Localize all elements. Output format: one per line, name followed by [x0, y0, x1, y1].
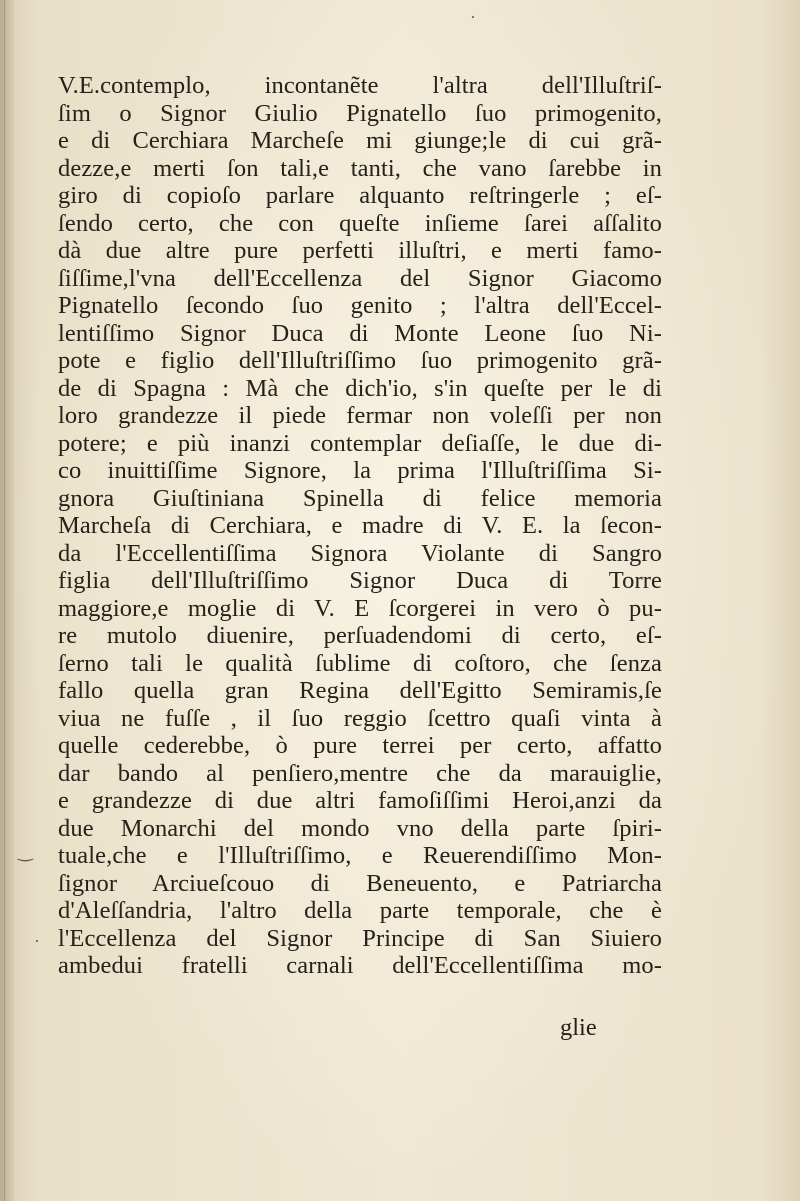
text-line: lentiſſimo Signor Duca di Monte Leone ſuo Ni- — [58, 319, 662, 347]
text-line: dezze,e merti ſon tali,e tanti, che vano ſarebbe in — [58, 154, 662, 182]
text-line: pote e figlio dell'Illuſtriſſimo ſuo primogenito grã- — [58, 347, 662, 374]
text-line: fallo quella gran Regina dell'Egitto Semiramis,ſe — [58, 677, 662, 704]
text-line: quelle cederebbe, ò pure terrei per certo, affatto — [58, 732, 662, 759]
text-line: due Monarchi del mondo vno della parte ſpiri- — [58, 814, 662, 842]
body-text — [58, 72, 662, 980]
margin-ink-dot: · — [34, 931, 40, 951]
catchword: glie — [560, 1014, 597, 1041]
text-line: figlia dell'Illuſtriſſimo Signor Duca di Torre — [58, 567, 662, 594]
text-line: d'Aleſſandria, l'altro della parte temporale, che è — [58, 897, 662, 924]
text-line: ſerno tali le qualità ſublime di coſtoro, che ſenza — [58, 649, 662, 677]
text-line: dar bando al penſiero,mentre che da marauiglie, — [58, 759, 662, 787]
text-line: dà due altre pure perfetti illuſtri, e merti famo- — [58, 237, 662, 264]
text-line: V.E.contemplo, incontanẽte l'altra dell'Illuſtriſ- — [58, 72, 662, 99]
text-line: co inuittiſſime Signore, la prima l'Illuſtriſſima Si- — [58, 457, 662, 484]
text-line: tuale,che e l'Illuſtriſſimo, e Reuerendiſſimo Mon- — [58, 842, 662, 869]
text-line: ſendo certo, che con queſte inſieme ſarei aſſalito — [58, 209, 662, 237]
text-line: ambedui fratelli carnali dell'Eccellentiſſima mo- — [58, 952, 662, 979]
binding-edge — [4, 0, 5, 1201]
margin-pencil-mark: ‿ — [18, 841, 33, 861]
text-line: ſignor Arciueſcouo di Beneuento, e Patriarcha — [58, 869, 662, 897]
text-line: ſiſſime,l'vna dell'Eccellenza del Signor Giacomo — [58, 264, 662, 292]
text-line: ſim o Signor Giulio Pignatello ſuo primogenito, — [58, 99, 662, 127]
text-line: gnora Giuſtiniana Spinella di felice memoria — [58, 484, 662, 512]
text-line: Marcheſa di Cerchiara, e madre di V. E. la ſecon- — [58, 512, 662, 539]
text-line: potere; e più inanzi contemplar deſiaſſe, le due di- — [58, 429, 662, 457]
text-line: de di Spagna : Mà che dich'io, s'in queſte per le di — [58, 374, 662, 402]
text-line: e grandezze di due altri famoſiſſimi Heroi,anzi da — [58, 787, 662, 814]
text-line: e di Cerchiara Marcheſe mi giunge;le di cui grã- — [58, 127, 662, 154]
text-line: loro grandezze il piede fermar non voleſſi per non — [58, 402, 662, 429]
page-gutter — [0, 0, 14, 1201]
text-line: Pignatello ſecondo ſuo genito ; l'altra dell'Eccel- — [58, 292, 662, 319]
text-line: da l'Eccellentiſſima Signora Violante di Sangro — [58, 539, 662, 567]
text-line: maggiore,e moglie di V. E ſcorgerei in vero ò pu- — [58, 594, 662, 622]
text-line: l'Eccellenza del Signor Principe di San Siuiero — [58, 924, 662, 952]
text-line: viua ne fuſſe , il ſuo reggio ſcettro quaſi vinta à — [58, 704, 662, 732]
ink-speck: · — [470, 7, 476, 27]
text-line: re mutolo diuenire, perſuadendomi di certo, eſ- — [58, 622, 662, 649]
text-line: giro di copioſo parlare alquanto reſtringerle ; eſ- — [58, 182, 662, 209]
